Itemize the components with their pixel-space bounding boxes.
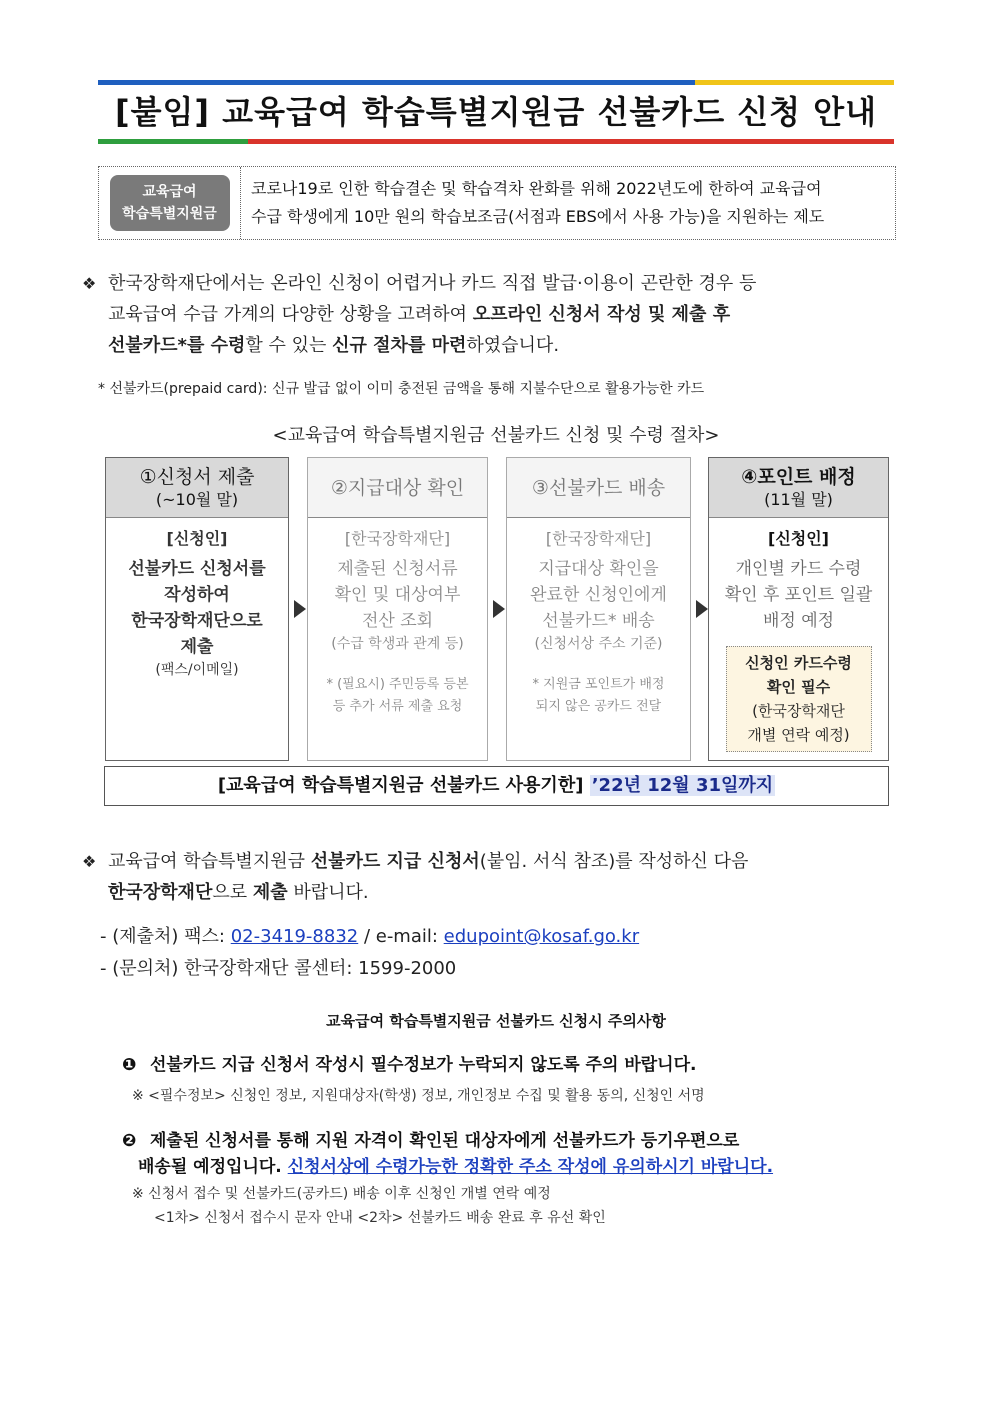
diamond-bullet-icon: ❖ <box>82 274 97 293</box>
step-submit-application: ①신청서 제출 (~10월 말) [신청인] 선불카드 신청서를 작성하여 한국장학재단으로 제출 (팩스/이메일) <box>105 457 289 761</box>
intro-paragraph: ❖ 한국장학재단에서는 온라인 신청이 어렵거나 카드 직접 발급·이용이 곤란한 경우 등 교육급여 수급 가계의 다양한 상황을 고려하여 오프라인 신청서 작성 및 제출 후 선불카드*를 수령할 수 있는 신규 절차를 마련하였습니다. <box>82 268 862 361</box>
caution-item-1-note: ※ <필수정보> 신청인 정보, 지원대상자(학생) 정보, 개인정보 수집 및 활용 동의, 신청인 서명 <box>132 1088 705 1104</box>
number-1-icon: ❶ <box>122 1055 137 1075</box>
fax-number-link[interactable]: 02-3419-8832 <box>230 926 359 947</box>
arrow-right-icon <box>493 600 505 618</box>
diamond-bullet-icon: ❖ <box>82 852 97 871</box>
number-2-icon: ❷ <box>122 1131 137 1151</box>
card-receipt-notice: 신청인 카드수령 확인 필수 (한국장학재단 개별 연락 예정) <box>726 646 872 752</box>
definition-box <box>98 166 896 240</box>
title-top-bar <box>98 80 894 85</box>
definition-text: 코로나19로 인한 학습결손 및 학습격차 완화를 위해 2022년도에 한하여 교육급여 수급 학생에게 10만 원의 학습보조금(서점과 EBS에서 사용 가능)을 지원하는 제도 <box>251 179 825 226</box>
caution-item-2-note: ※ 신청서 접수 및 선불카드(공카드) 배송 이후 신청인 개별 연락 예정 <1차> 신청서 접수시 문자 안내 <2차> 선불카드 배송 완료 후 유선 확인 <box>132 1186 606 1226</box>
submit-paragraph: ❖ 교육급여 학습특별지원금 선불카드 지급 신청서(붙임. 서식 참조)를 작성하신 다음 한국장학재단으로 제출 바랍니다. <box>82 846 862 908</box>
submission-contact: - (제출처) 팩스: 02-3419-8832 / e-mail: edupoint@kosaf.go.kr <box>100 926 640 947</box>
email-link[interactable]: edupoint@kosaf.go.kr <box>443 926 640 947</box>
process-title: <교육급여 학습특별지원금 선불카드 신청 및 수령 절차> <box>272 425 720 446</box>
step-card-delivery: ③선불카드 배송 [한국장학재단] 지급대상 확인을 완료한 신청인에게 선불카드* 배송 (신청서상 주소 기준) * 지원금 포인트가 배정 되지 않은 공카드 전달 <box>506 457 691 761</box>
expiry-date: ’22년 12월 31일까지 <box>591 775 774 796</box>
caution-title: 교육급여 학습특별지원금 선불카드 신청시 주의사항 <box>326 1012 666 1030</box>
address-warning: 신청서상에 수령가능한 정확한 주소 작성에 유의하시기 바랍니다. <box>287 1157 774 1177</box>
title-bottom-bar <box>98 139 894 144</box>
prepaid-card-footnote: * 선불카드(prepaid card): 신규 발급 없이 이미 충전된 금액을 통해 지불수단으로 활용가능한 카드 <box>98 381 705 397</box>
step-point-assignment: ④포인트 배정 (11월 말) [신청인] 개인별 카드 수령 확인 후 포인트 일괄 배정 예정 신청인 카드수령 확인 필수 (한국장학재단 개별 연락 예정) <box>708 457 889 761</box>
caution-item-2: ❷ 제출된 신청서를 통해 지원 자격이 확인된 대상자에게 선불카드가 등기우편으로 배송될 예정입니다. 신청서상에 수령가능한 정확한 주소 작성에 유의하시기 바랍니다. <box>122 1128 773 1180</box>
definition-label: 교육급여 학습특별지원금 <box>110 175 230 231</box>
title-banner <box>98 80 894 144</box>
caution-item-1: ❶ 선불카드 지급 신청서 작성시 필수정보가 누락되지 않도록 주의 바랍니다. <box>122 1052 696 1078</box>
step-eligibility-check: ②지급대상 확인 [한국장학재단] 제출된 신청서류 확인 및 대상여부 전산 조회 (수급 학생과 관계 등) * (필요시) 주민등록 등본 등 추가 서류 제출 요청 <box>307 457 488 761</box>
inquiry-contact: - (문의처) 한국장학재단 콜센터: 1599-2000 <box>100 958 457 979</box>
arrow-right-icon <box>696 600 708 618</box>
arrow-right-icon <box>294 600 306 618</box>
page-title: [붙임] 교육급여 학습특별지원금 선불카드 신청 안내 <box>114 93 878 131</box>
expiry-box: [교육급여 학습특별지원금 선불카드 사용기한] ’22년 12월 31일까지 <box>104 766 889 806</box>
